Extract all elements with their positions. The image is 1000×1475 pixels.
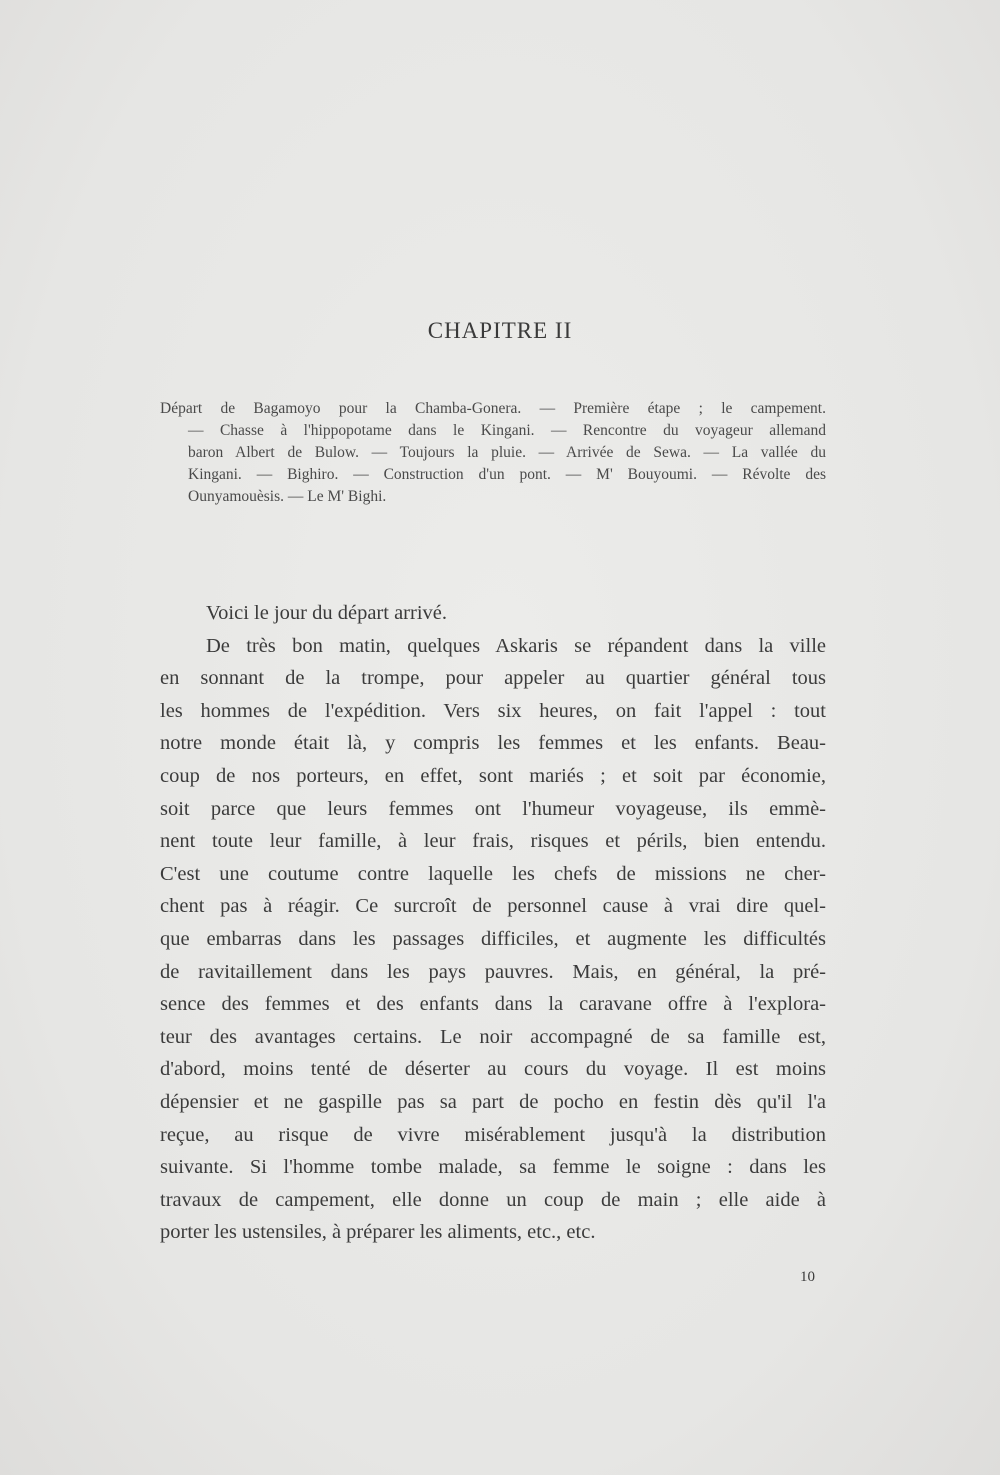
- summary-line: — Chasse à l'hippopotame dans le Kingani. — Rencontre du voyageur allemand: [188, 422, 826, 439]
- body-line: coup de nos porteurs, en effet, sont mariés ; et soit par économie,: [160, 764, 826, 787]
- body-line: en sonnant de la trompe, pour appeler au quartier général tous: [160, 667, 826, 690]
- body-line: nent toute leur famille, à leur frais, risques et périls, bien entendu.: [160, 830, 826, 853]
- chapter-summary: [160, 398, 826, 508]
- body-line: C'est une coutume contre laquelle les chefs de missions ne cher-: [160, 862, 826, 885]
- body-paragraphs: [160, 597, 826, 1249]
- summary-line: Départ de Bagamoyo pour la Chamba-Gonera. — Première étape ; le campement.: [160, 400, 826, 417]
- summary-line: baron Albert de Bulow. — Toujours la pluie. — Arrivée de Sewa. — La vallée du: [188, 444, 826, 461]
- body-line: soit parce que leurs femmes ont l'humeur voyageuse, ils emmè-: [160, 797, 826, 820]
- body-line: de ravitaillement dans les pays pauvres. Mais, en général, la pré-: [160, 960, 826, 983]
- body-line: que embarras dans les passages difficiles, et augmente les difficultés: [160, 927, 826, 950]
- chapter-title: CHAPITRE II: [427, 318, 573, 343]
- body-line: notre monde était là, y compris les femmes et les enfants. Beau-: [160, 732, 826, 755]
- body-line: sence des femmes et des enfants dans la caravane offre à l'explora-: [160, 993, 826, 1016]
- page-number: 10: [800, 1269, 815, 1285]
- body-line: Voici le jour du départ arrivé.: [206, 602, 447, 624]
- body-line: teur des avantages certains. Le noir accompagné de sa famille est,: [160, 1025, 826, 1048]
- body-line: les hommes de l'expédition. Vers six heures, on fait l'appel : tout: [160, 699, 826, 722]
- body-line: porter les ustensiles, à préparer les aliments, etc., etc.: [160, 1221, 596, 1244]
- body-line: reçue, au risque de vivre misérablement jusqu'à la distribution: [160, 1123, 826, 1146]
- body-line: d'abord, moins tenté de déserter au cours du voyage. Il est moins: [160, 1058, 826, 1081]
- body-line: travaux de campement, elle donne un coup de main ; elle aide à: [160, 1188, 826, 1211]
- body-line: De très bon matin, quelques Askaris se répandent dans la ville: [206, 634, 826, 657]
- body-line: dépensier et ne gaspille pas sa part de pocho en festin dès qu'il l'a: [160, 1090, 826, 1113]
- summary-line: Ounyamouèsis. — Le M' Bighi.: [188, 488, 387, 505]
- summary-line: Kingani. — Bighiro. — Construction d'un pont. — M' Bouyoumi. — Révolte des: [188, 466, 826, 483]
- body-line: suivante. Si l'homme tombe malade, sa femme le soigne : dans les: [160, 1156, 826, 1179]
- body-line: chent pas à réagir. Ce surcroît de personnel cause à vrai dire quel-: [160, 895, 826, 918]
